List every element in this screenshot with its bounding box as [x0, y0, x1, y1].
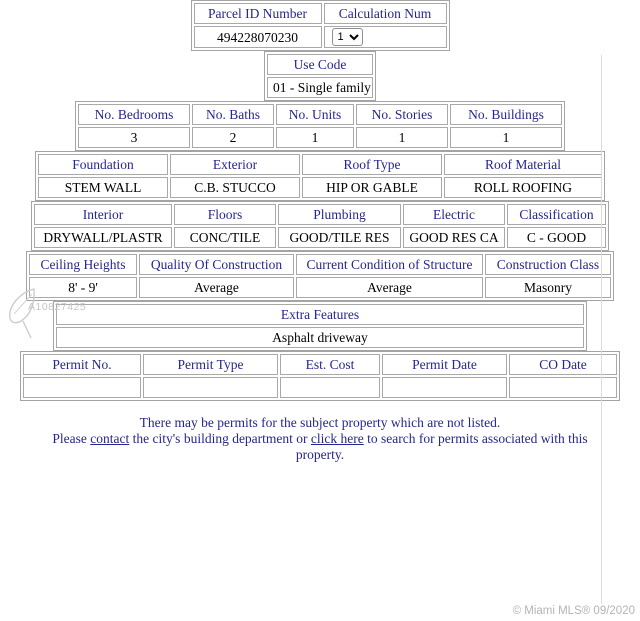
- permits-disclaimer: [27, 415, 613, 463]
- extra-features-header: Extra Features: [56, 304, 584, 325]
- contact-link[interactable]: contact: [90, 431, 130, 446]
- baths-header: No. Baths: [192, 104, 274, 125]
- condition-value: Average: [296, 277, 483, 298]
- quality-value: Average: [139, 277, 294, 298]
- permits-table: [20, 351, 620, 401]
- use-code-value: 01 - Single family: [267, 77, 373, 98]
- roof-type-header: Roof Type: [302, 154, 442, 175]
- disclaimer-line2-mid: the city's building department or: [129, 431, 311, 446]
- extra-features-value: Asphalt driveway: [56, 327, 584, 348]
- stories-value: 1: [356, 127, 448, 148]
- ceiling-heights-value: 8' - 9': [29, 277, 137, 298]
- units-header: No. Units: [276, 104, 354, 125]
- mls-number-watermark: A10827425: [28, 301, 87, 313]
- plumbing-value: GOOD/TILE RES: [278, 227, 401, 248]
- roof-type-value: HIP OR GABLE: [302, 177, 442, 198]
- interior-header: Interior: [34, 204, 172, 225]
- electric-value: GOOD RES CA: [403, 227, 505, 248]
- structure-table-3: [26, 251, 614, 301]
- bedrooms-header: No. Bedrooms: [78, 104, 190, 125]
- buildings-value: 1: [450, 127, 562, 148]
- disclaimer-line2-suffix: to search for permits associated with this property.: [295, 431, 588, 462]
- est-cost-value: [280, 377, 380, 398]
- quality-header: Quality Of Construction: [139, 254, 294, 275]
- permit-empty-row: [23, 377, 617, 398]
- click-here-link[interactable]: click here: [310, 431, 364, 446]
- calculation-num-cell: [324, 26, 447, 48]
- parcel-id-header: Parcel ID Number: [194, 3, 322, 24]
- classification-value: C - GOOD: [507, 227, 606, 248]
- est-cost-header: Est. Cost: [280, 354, 380, 375]
- permit-no-value: [23, 377, 141, 398]
- use-code-header: Use Code: [267, 54, 373, 75]
- bedrooms-value: 3: [78, 127, 190, 148]
- counts-table: [75, 101, 565, 151]
- condition-header: Current Condition of Structure: [296, 254, 483, 275]
- roof-material-header: Roof Material: [444, 154, 602, 175]
- roof-material-value: ROLL ROOFING: [444, 177, 602, 198]
- foundation-header: Foundation: [38, 154, 168, 175]
- interior-value: DRYWALL/PLASTR: [34, 227, 172, 248]
- floors-value: CONC/TILE: [174, 227, 276, 248]
- permit-date-header: Permit Date: [382, 354, 507, 375]
- floors-header: Floors: [174, 204, 276, 225]
- classification-header: Classification: [507, 204, 606, 225]
- mls-credit: © Miami MLS® 09/2020: [512, 605, 635, 617]
- construction-class-header: Construction Class: [485, 254, 611, 275]
- exterior-header: Exterior: [170, 154, 300, 175]
- co-date-header: CO Date: [509, 354, 617, 375]
- parcel-table: [191, 0, 450, 51]
- construction-class-value: Masonry: [485, 277, 611, 298]
- page-edge-divider: [601, 55, 602, 604]
- baths-value: 2: [192, 127, 274, 148]
- ceiling-heights-header: Ceiling Heights: [29, 254, 137, 275]
- units-value: 1: [276, 127, 354, 148]
- parcel-id-value: 494228070230: [194, 26, 322, 48]
- permit-type-header: Permit Type: [143, 354, 278, 375]
- permit-type-value: [143, 377, 278, 398]
- buildings-header: No. Buildings: [450, 104, 562, 125]
- exterior-value: C.B. STUCCO: [170, 177, 300, 198]
- extra-features-table: [53, 301, 587, 351]
- structure-table-1: [35, 151, 605, 201]
- calculation-num-header: Calculation Num: [324, 3, 447, 24]
- use-code-table: [264, 51, 376, 101]
- permit-date-value: [382, 377, 507, 398]
- calculation-num-select[interactable]: [332, 28, 363, 46]
- disclaimer-line1: There may be permits for the subject property which are not listed.: [139, 415, 501, 430]
- stories-header: No. Stories: [356, 104, 448, 125]
- foundation-value: STEM WALL: [38, 177, 168, 198]
- permit-no-header: Permit No.: [23, 354, 141, 375]
- disclaimer-line2-prefix: Please: [52, 431, 91, 446]
- electric-header: Electric: [403, 204, 505, 225]
- structure-table-2: [31, 201, 609, 251]
- plumbing-header: Plumbing: [278, 204, 401, 225]
